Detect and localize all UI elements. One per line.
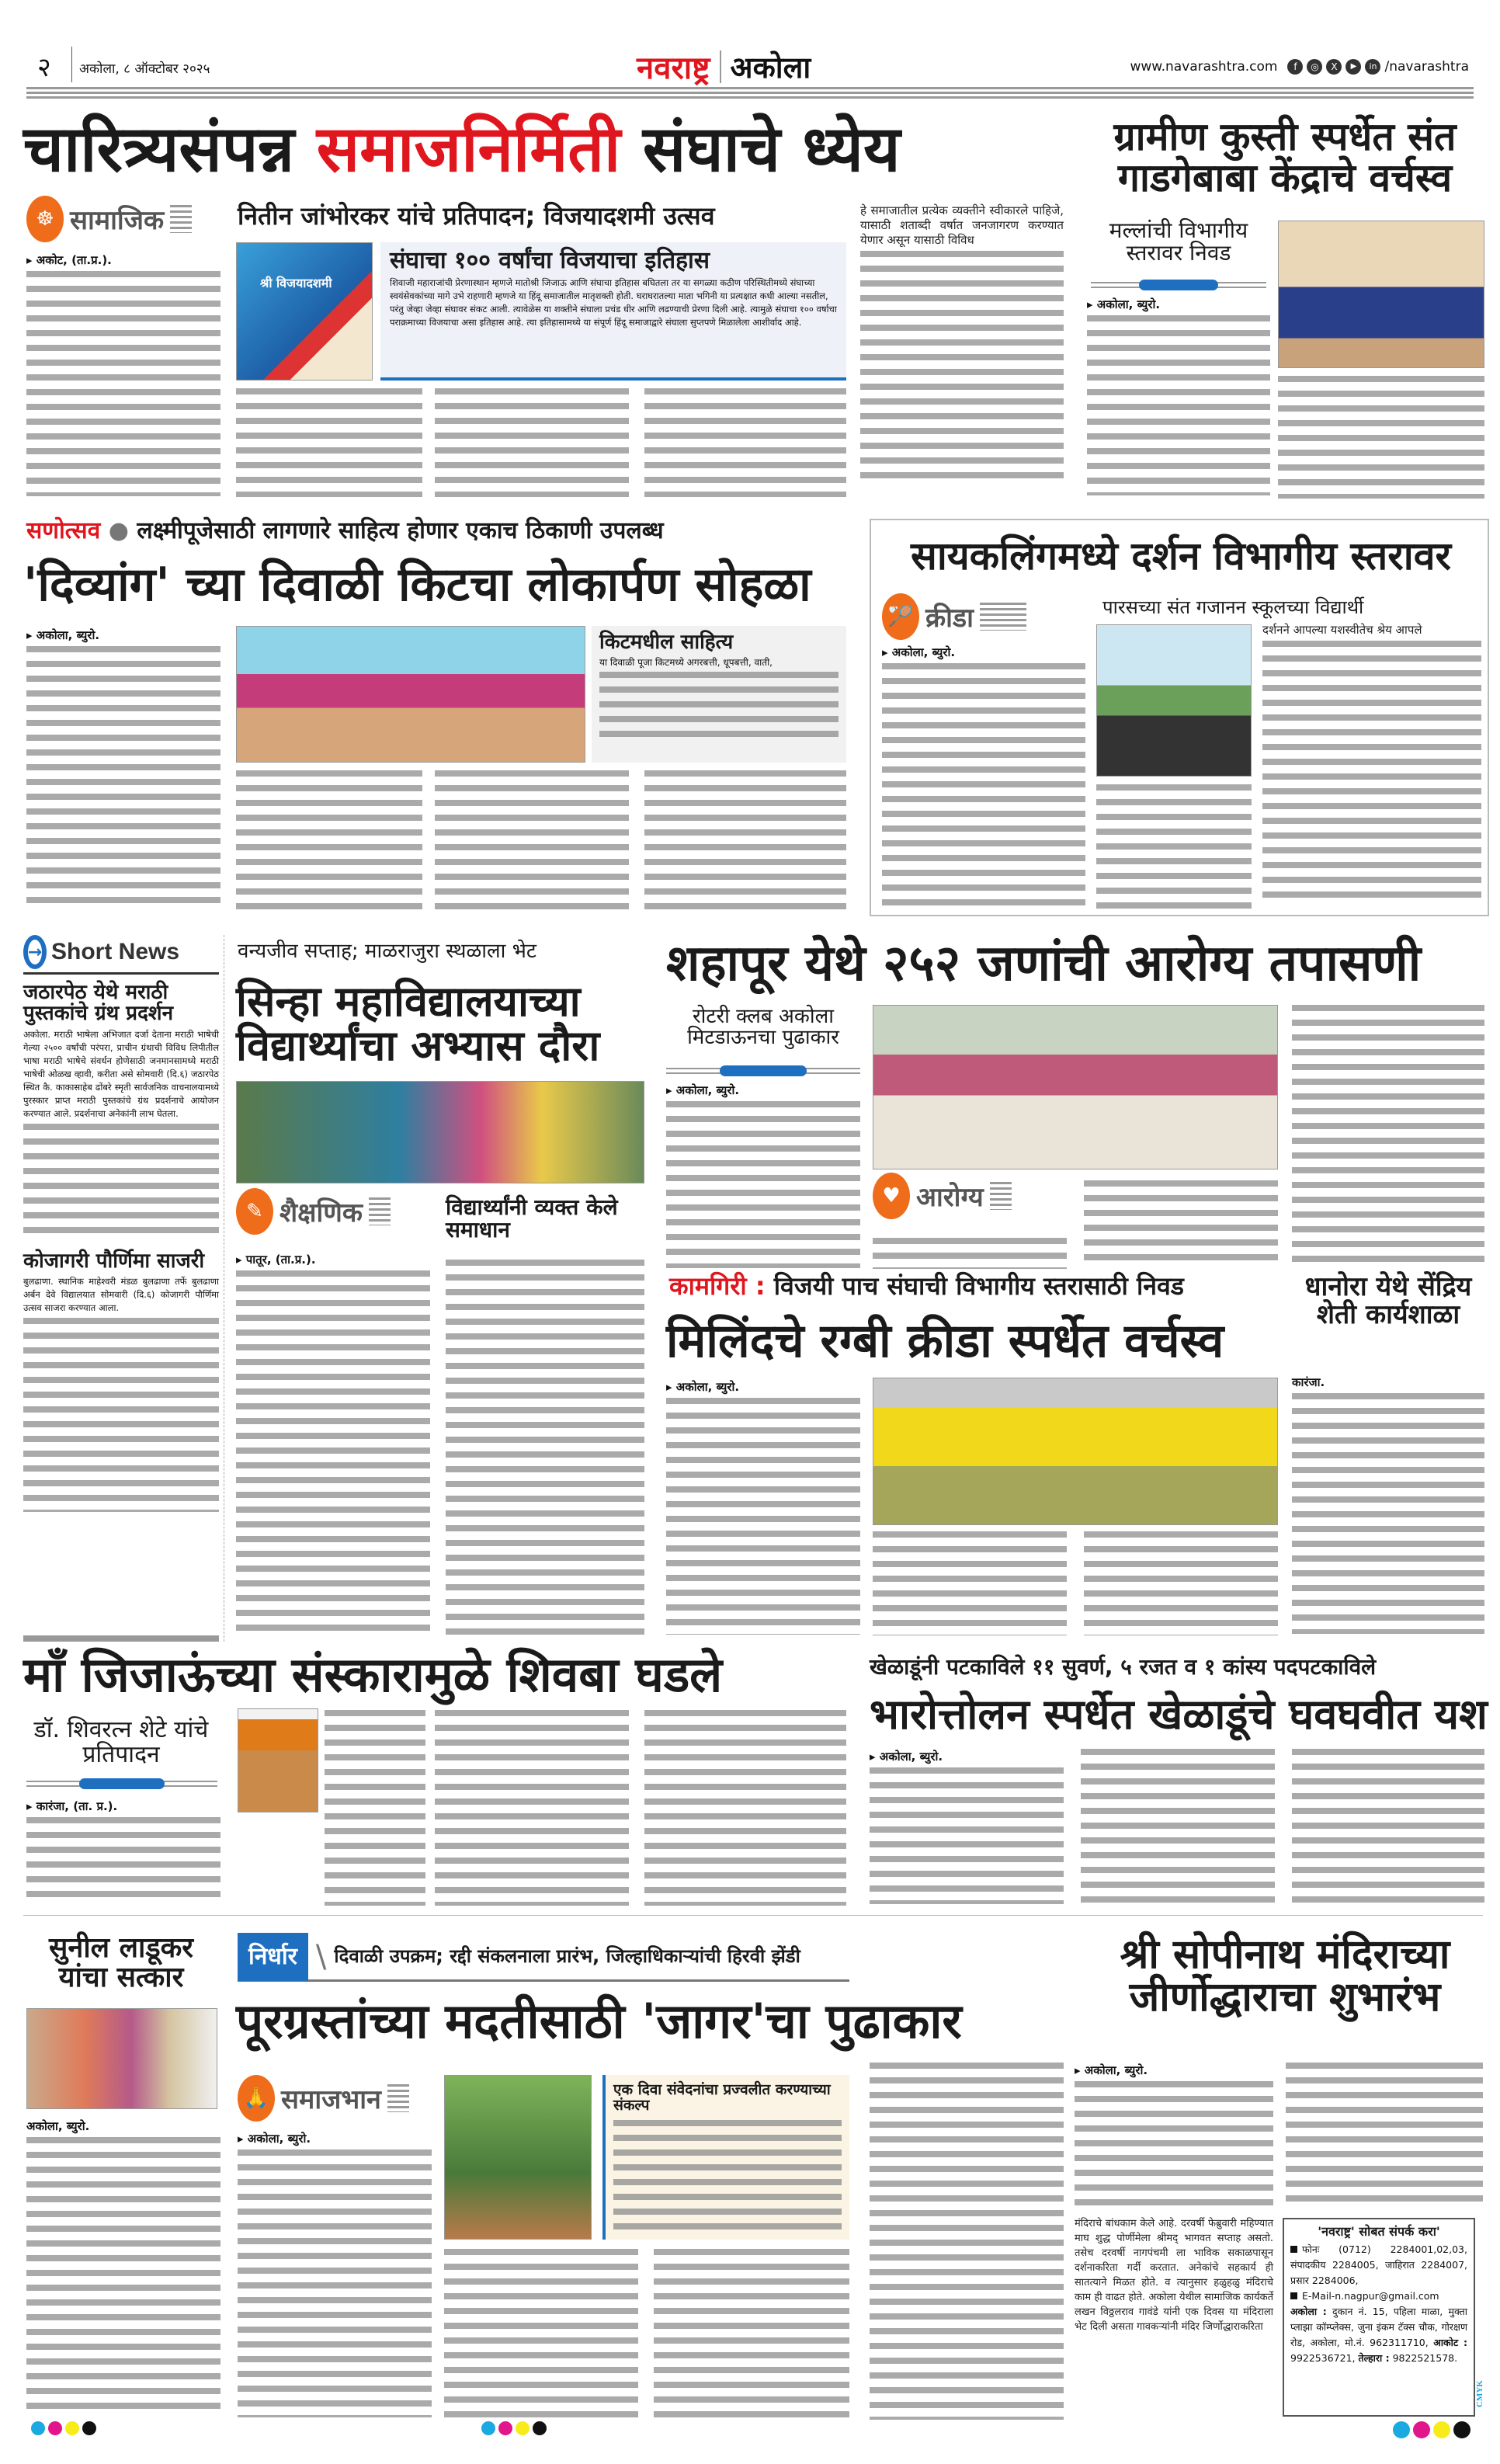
youtube-icon[interactable]: ▶ — [1345, 59, 1361, 75]
decor-divider — [26, 1778, 217, 1789]
cyan-dot — [481, 2421, 495, 2435]
story5-kicker: वन्यजीव सप्ताह; माळराजुरा स्थळाला भेट — [238, 940, 536, 963]
dateline: ▸ अकोला, ब्युरो. — [870, 1750, 946, 1764]
story13-headline: श्री सोपीनाथ मंदिराच्या जीर्णोद्धाराचा शुभारंभ — [1120, 1931, 1450, 2021]
black-dot — [533, 2421, 547, 2435]
namaste-icon: 🙏 — [238, 2075, 275, 2122]
body-text — [644, 388, 846, 497]
kicker-text: दिवाळी उपक्रम; रद्दी संकलनाला प्रारंभ, जिल्हाधिकाऱ्यांची हिरवी झेंडी — [334, 1944, 800, 1967]
story3-photo — [236, 626, 585, 763]
story4-photo — [1096, 624, 1252, 777]
story1-col5 — [860, 203, 1064, 499]
body-text — [1292, 1393, 1484, 1634]
short-news-title: जठारपेठ येथे मराठी पुस्तकांचे ग्रंथ प्रदर्शन — [23, 981, 174, 1026]
story9-subhead: डॉ. शिवरत्न शेटे यांचे प्रतिपादन — [33, 1716, 209, 1768]
story12-col1 — [238, 2131, 432, 2418]
cmyk-registration-left — [31, 2421, 96, 2435]
contact-address — [1290, 2304, 1467, 2366]
story6-photo — [873, 1005, 1278, 1169]
body-text — [599, 672, 839, 742]
story7-photo — [873, 1378, 1278, 1525]
website-link[interactable]: www.navarashtra.com — [1130, 59, 1278, 75]
story11-headline: सुनील लाडूकर यांचा सत्कार — [49, 1932, 193, 1993]
story2-subhead: मल्लांची विभागीय स्तरावर निवड — [1109, 217, 1248, 266]
story7-col1 — [666, 1379, 860, 1635]
story1-sidebar-box — [380, 242, 846, 381]
decor-divider — [23, 1635, 219, 1642]
body-text — [1084, 1180, 1278, 1269]
story12-kicker-bar — [238, 1934, 849, 1982]
box-text: शिवाजी महाराजांची प्रेरणास्थान म्हणजे मातोश्री जिजाऊ आणि संघाचा इतिहास बघितला तर या सगळ्या कठीण परिस्थितीमध्ये संघाच्या स्वयंसेवकांच्या मागे उभे राहणारी म्हणजे या हिंदू समाजातील मातृशक्ती होती. घराघरातल्या माता भगिनी या प्रत्यक्षात कधी आल्या नसतील, परंतु जेव्हा जेव्हा संघावर संकट आली. त्यावेळेस या शक्तीने संघाला प्रचंड धीर आणि लढण्याची प्रेरणा दिली आहे. त्यामुळे संघाचा १०० वर्षाचा पराक्रमाच्या विजयाचा असा इतिहास आहे. त्या इतिहासामध्ये या संपूर्ण हिंदू समाजाद्वारे संघाला सुप्तपणे मिळालेला आशीर्वाद आहे. — [390, 276, 837, 328]
story12-headline: पूरग्रस्तांच्या मदतीसाठी 'जागर'चा पुढाकार — [236, 1993, 962, 2049]
section-badge-krida — [882, 593, 1026, 640]
banner-text: श्री विजयादशमी — [260, 276, 332, 290]
linkedin-icon[interactable]: in — [1365, 59, 1380, 75]
body-text — [1262, 641, 1481, 905]
story8-col1 — [1292, 1374, 1484, 1635]
body-text — [325, 1710, 425, 1906]
short-news-text: बुलढाणा. स्थानिक माहेश्वरी मंडळ बुलढाणा तर्फे बुलढाणा अर्बन देवे विद्यालयात सोमवारी (दि.६) कोजागरी पौर्णिमा उत्सव साजरा करण्यात आला. — [23, 1275, 219, 1313]
body-text — [1278, 376, 1484, 499]
story2-col1 — [1087, 297, 1270, 499]
story9-col1 — [26, 1798, 220, 1907]
body-snippet: हे समाजातील प्रत्येक व्यक्तीने स्वीकारले पाहिजे, यासाठी शताब्दी वर्षात जनजागरण करण्यात येणार असून यासाठी विविध — [860, 203, 1064, 247]
section-badge-shaikshanik — [236, 1188, 391, 1235]
kicker-label: सणोत्सव — [26, 517, 101, 544]
contact-phone — [1290, 2242, 1467, 2288]
decor-lines — [980, 603, 1026, 631]
body-text — [26, 1817, 220, 1903]
section-label: समाजभान — [281, 2084, 381, 2115]
story4-headline: सायकलिंगमध्ये दर्शन विभागीय स्तरावर — [911, 533, 1451, 579]
story8-headline: धानोरा येथे सेंद्रिय शेती कार्यशाळा — [1304, 1271, 1472, 1330]
section-rule — [23, 1915, 1483, 1916]
story2-headline: ग्रामीण कुस्ती स्पर्धेत संत गाडगेबाबा केंद्राचे वर्चस्व — [1113, 114, 1457, 200]
body-text — [23, 1124, 219, 1240]
body-text — [26, 646, 220, 910]
kicker-text: विजयी पाच संघाची विभागीय स्तरासाठी निवड — [773, 1271, 1184, 1301]
dateline: ▸ अकोला, ब्युरो. — [26, 628, 102, 643]
yellow-dot — [516, 2421, 530, 2435]
section-badge-samajbhan — [238, 2075, 409, 2122]
bullet-icon: ● — [108, 517, 129, 544]
story7-headline: मिलिंदचे रग्बी क्रीडा स्पर्धेत वर्चस्व — [666, 1314, 1224, 1368]
contact-title: 'नवराष्ट्र' सोबत संपर्क करा' — [1318, 2224, 1440, 2239]
body-text — [26, 2137, 220, 2417]
story5-subhead: विद्यार्थ्यांनी व्यक्त केले समाधान — [446, 1194, 618, 1243]
social-handle[interactable]: /navarashtra — [1384, 59, 1469, 75]
short-news-header — [23, 935, 219, 975]
instagram-icon[interactable]: ◎ — [1307, 59, 1322, 75]
body-text — [1292, 1749, 1484, 1904]
story4-subhead: पारसच्या संत गजानन स्कूलच्या विद्यार्थी — [1102, 596, 1364, 618]
body-text — [435, 770, 629, 915]
story10-kicker: खेळाडूंनी पटकाविले ११ सुवर्ण, ५ रजत व १ कांस्य पदपटकाविले — [870, 1654, 1377, 1680]
kicker-label: कामगिरी : — [669, 1271, 766, 1301]
logo — [637, 45, 811, 88]
body-text — [236, 1270, 430, 1635]
dateline: ▸ कारंजा, (ता. प्र.). — [26, 1799, 120, 1814]
decor-lines — [990, 1182, 1012, 1210]
bullet-square-icon — [1290, 2292, 1297, 2299]
body-text — [238, 2149, 432, 2417]
edition-name: अकोला — [730, 50, 811, 85]
divider — [71, 47, 72, 82]
short-news-label: Short News — [51, 939, 180, 964]
story9-headline: माँ जिजाऊंच्या संस्कारामुळे शिवबा घडले — [23, 1646, 723, 1703]
body-text — [870, 1767, 1064, 1904]
section-badge-samajik — [26, 196, 192, 242]
contact-box — [1283, 2218, 1475, 2417]
section-label: सामाजिक — [70, 205, 165, 236]
body-text — [435, 1710, 629, 1906]
story3-sidebar-box — [592, 626, 846, 763]
body-text — [444, 2249, 638, 2418]
dateline: ▸ अकोला, ब्युरो. — [666, 1380, 742, 1395]
story5-headline: सिन्हा महाविद्यालयाच्या विद्यार्थ्यांचा अभ्यास दौरा — [236, 977, 600, 1070]
story10-col1 — [870, 1749, 1064, 1904]
telhara-phone: 9822521578. — [1392, 2351, 1458, 2364]
story6-subhead: रोटरी क्लब अकोला मिटडाऊनचा पुढाकार — [687, 1005, 839, 1050]
body-text — [435, 388, 629, 497]
masthead-rule — [26, 87, 1474, 99]
body-text — [644, 770, 846, 915]
social-icon: ☸ — [26, 196, 64, 242]
dateline: ▸ अकोला, ब्युरो. — [238, 2132, 314, 2146]
akola-label: अकोला : — [1290, 2305, 1327, 2317]
body-text — [236, 770, 422, 915]
masthead — [0, 0, 1500, 101]
decor-divider — [666, 1065, 860, 1076]
body-text — [1084, 1531, 1278, 1635]
headline-highlight: समाजनिर्मिती — [316, 113, 621, 186]
story6-col1 — [666, 1083, 860, 1269]
black-dot — [82, 2421, 96, 2435]
dateline: ▸ अकोला, ब्युरो. — [666, 1083, 742, 1098]
email-link[interactable]: E-Mail-n.nagpur@gmail.com — [1302, 2289, 1439, 2302]
kicker-text: लक्ष्मीपूजेसाठी लागणारे साहित्य होणार एकाच ठिकाणी उपलब्ध — [137, 517, 664, 544]
akot-phone: 9922536721, — [1290, 2351, 1356, 2364]
story12-photo — [444, 2075, 592, 2240]
logo-text: नवराष्ट्र — [637, 50, 710, 86]
body-text — [1096, 784, 1252, 909]
cyan-dot — [1393, 2421, 1410, 2438]
box-snippet: या दिवाळी पूजा किटमध्ये अगरबत्ती, धूपबत्ती, वाती, — [599, 657, 773, 669]
magenta-dot — [48, 2421, 62, 2435]
body-text — [870, 2063, 1064, 2420]
lead-headline — [23, 113, 1064, 186]
story3-col1 — [26, 627, 220, 915]
akola-address: दुकान नं. 15, पहिला माळा, मुक्ता प्लाझा कॉम्प्लेक्स, जुना इंकम टॅक्स चौक, गोरक्षण रोड, अकोला, मो.नं. 962311710, — [1290, 2305, 1468, 2348]
story13-col1 — [1075, 2063, 1273, 2420]
dateline: ▸ अकोट, (ता.प्र.). — [26, 253, 115, 268]
body-text — [26, 271, 220, 496]
magenta-dot — [1413, 2421, 1430, 2438]
decor-lines — [369, 1197, 391, 1225]
story1-subhead: नितीन जांभोरकर यांचे प्रतिपादन; विजयादशमी उत्सव — [238, 201, 715, 231]
cmyk-registration-center — [481, 2421, 547, 2435]
body-text — [1081, 1749, 1275, 1904]
body-text — [873, 1238, 1067, 1269]
body-text — [236, 388, 422, 497]
body-text — [446, 1260, 644, 1640]
education-icon: ✎ — [236, 1188, 273, 1235]
short-news-title: कोजागरी पौर्णिमा साजरी — [23, 1249, 205, 1273]
yellow-dot — [1433, 2421, 1450, 2438]
yellow-dot — [65, 2421, 79, 2435]
dateline: ▸ अकोला, ब्युरो. — [1087, 297, 1163, 312]
story6-headline: शहापूर येथे २५२ जणांची आरोग्य तपासणी — [666, 935, 1422, 992]
story7-kicker — [669, 1271, 1184, 1301]
story11-photo — [26, 2008, 217, 2109]
body-text — [1292, 1005, 1484, 1269]
body-text — [644, 1710, 846, 1906]
akot-label: आकोट : — [1433, 2336, 1468, 2348]
bullet-square-icon — [1290, 2246, 1297, 2253]
headline-part: चारित्र्यसंपन्न — [23, 113, 295, 186]
body-text — [860, 251, 1064, 484]
slash-divider: \ — [315, 1938, 327, 1975]
black-dot — [1453, 2421, 1470, 2438]
story13-col0 — [870, 2063, 1064, 2420]
body-text — [1286, 2063, 1483, 2202]
telhara-label: तेल्हारा : — [1358, 2351, 1390, 2364]
dateline: अकोला, ब्युरो. — [26, 2119, 92, 2134]
story2-photo — [1278, 221, 1484, 368]
story1-photo — [236, 242, 373, 381]
body-text — [1087, 315, 1270, 495]
body-text — [613, 2120, 842, 2236]
section-label: शैक्षणिक — [280, 1197, 363, 1229]
arrow-right-icon: → — [23, 935, 47, 969]
short-news-text: अकोला. मराठी भाषेला अभिजात दर्जा देताना मराठी भाषेची गेल्या २५०० वर्षांची परंपरा, प्राचीन ग्रंथाची विविध लिपीतील भाषा मराठी भाषेचे संवर्धन होणेसाठी जनमानसामध्ये मराठी भाषेची ओळख व्हावी, करीता असे सोमवारी (दि.६) जठारपेठ स्थित कै. काकासाहेब ढोंबरे स्मृती सार्वजनिक वाचनालयामध्ये पुरस्कार प्राप्त मराठी पुस्तकांचे ग्रंथ प्रदर्शनाचे आयोजन करण्यात आले. प्रदर्शनाचा अनेकांनी लाभ घेतला. — [23, 1028, 219, 1119]
date-line: अकोला, ८ ऑक्टोबर २०२५ — [79, 61, 210, 77]
tag-nirdhar: निर्धार — [238, 1933, 308, 1981]
dateline: कारंजा. — [1292, 1375, 1328, 1390]
story12-sidebar-box — [602, 2075, 849, 2240]
box-title: किटमधील साहित्य — [599, 631, 734, 654]
section-label: क्रीडा — [925, 603, 974, 634]
section-badge-arogya — [873, 1173, 1012, 1219]
body-text — [654, 2249, 849, 2418]
story4-col1 — [882, 645, 1085, 909]
box-title: एक दिवा संवेदनांचा प्रज्वलीत करण्याच्या संकल्प — [613, 2081, 831, 2114]
short-news-column — [23, 935, 219, 1649]
social-bar — [1130, 59, 1469, 75]
story4-col3 — [1262, 623, 1481, 910]
contact-email — [1290, 2288, 1467, 2304]
story11-col1 — [26, 2118, 220, 2421]
decor-lines — [170, 205, 192, 233]
body-snippet: दर्शनने आपल्या यशस्वीतेच श्रेय आपले — [1262, 623, 1422, 637]
story3-headline: 'दिव्यांग' च्या दिवाळी किटचा लोकार्पण सोहळा — [23, 558, 811, 612]
x-icon[interactable]: X — [1326, 59, 1342, 75]
phone-text: फोनः (0712) 2284001,02,03, संपादकीय 2284005, जाहिरात 2284007, प्रसार 2284006, — [1290, 2243, 1467, 2286]
body-text — [23, 1318, 219, 1512]
sports-icon: 🏸 — [882, 593, 919, 640]
divider — [720, 50, 721, 83]
dateline: ▸ अकोला, ब्युरो. — [882, 645, 958, 660]
section-label: आरोग्य — [916, 1182, 984, 1213]
story5-photo — [236, 1081, 644, 1183]
body-snippet: मंदिराचे बांधकाम केले आहे. दरवर्षी फेब्रुवारी महिण्यात माघ शुद्ध पोर्णीमेला श्रीमद् भागवत सप्ताह असतो. तसेच दरवर्षी नागपंचमी ला भाविक सकाळपासून दर्शनाकरिता गर्दी करतात. अनेकांचे सहकार्य ही सातत्याने मिळत होते. व त्यानुसार हळुहळु मंदिराचे काम ही वाढत होते. अकोला येथील सामाजिक कार्यकर्ते लखन विठ्ठलराव गावंडे यांनी एक दिवस या मंदिराला भेट दिली असता गावकऱ्यांनी मंदिर जिर्णोद्धाराकरिता — [1075, 2218, 1273, 2333]
cmyk-label: CMYK — [1475, 2380, 1484, 2407]
headline-part: संघाचे ध्येय — [642, 113, 901, 186]
story1-col1 — [26, 252, 220, 501]
body-text — [882, 663, 1085, 912]
cyan-dot — [31, 2421, 45, 2435]
magenta-dot — [498, 2421, 512, 2435]
health-icon: ♥ — [873, 1173, 910, 1219]
body-text — [666, 1398, 860, 1635]
body-text — [873, 1531, 1067, 1635]
story9-photo — [238, 1708, 318, 1812]
decor-divider — [1091, 280, 1266, 290]
story3-kicker — [26, 519, 664, 544]
story5-col1 — [236, 1252, 430, 1640]
body-text — [666, 1101, 860, 1268]
dateline: ▸ अकोला, ब्युरो. — [1075, 2063, 1151, 2078]
page-number: २ — [37, 52, 51, 83]
box-title: संघाचा १०० वर्षांचा विजयाचा इतिहास — [390, 247, 710, 274]
facebook-icon[interactable]: f — [1287, 59, 1303, 75]
story10-headline: भारोत्तोलन स्पर्धेत खेळाडूंचे घवघवीत यश — [870, 1690, 1488, 1739]
dateline: ▸ पातूर, (ता.प्र.). — [236, 1253, 319, 1267]
body-text — [1075, 2081, 1273, 2213]
cmyk-registration — [1393, 2421, 1470, 2438]
decor-lines — [387, 2084, 409, 2112]
